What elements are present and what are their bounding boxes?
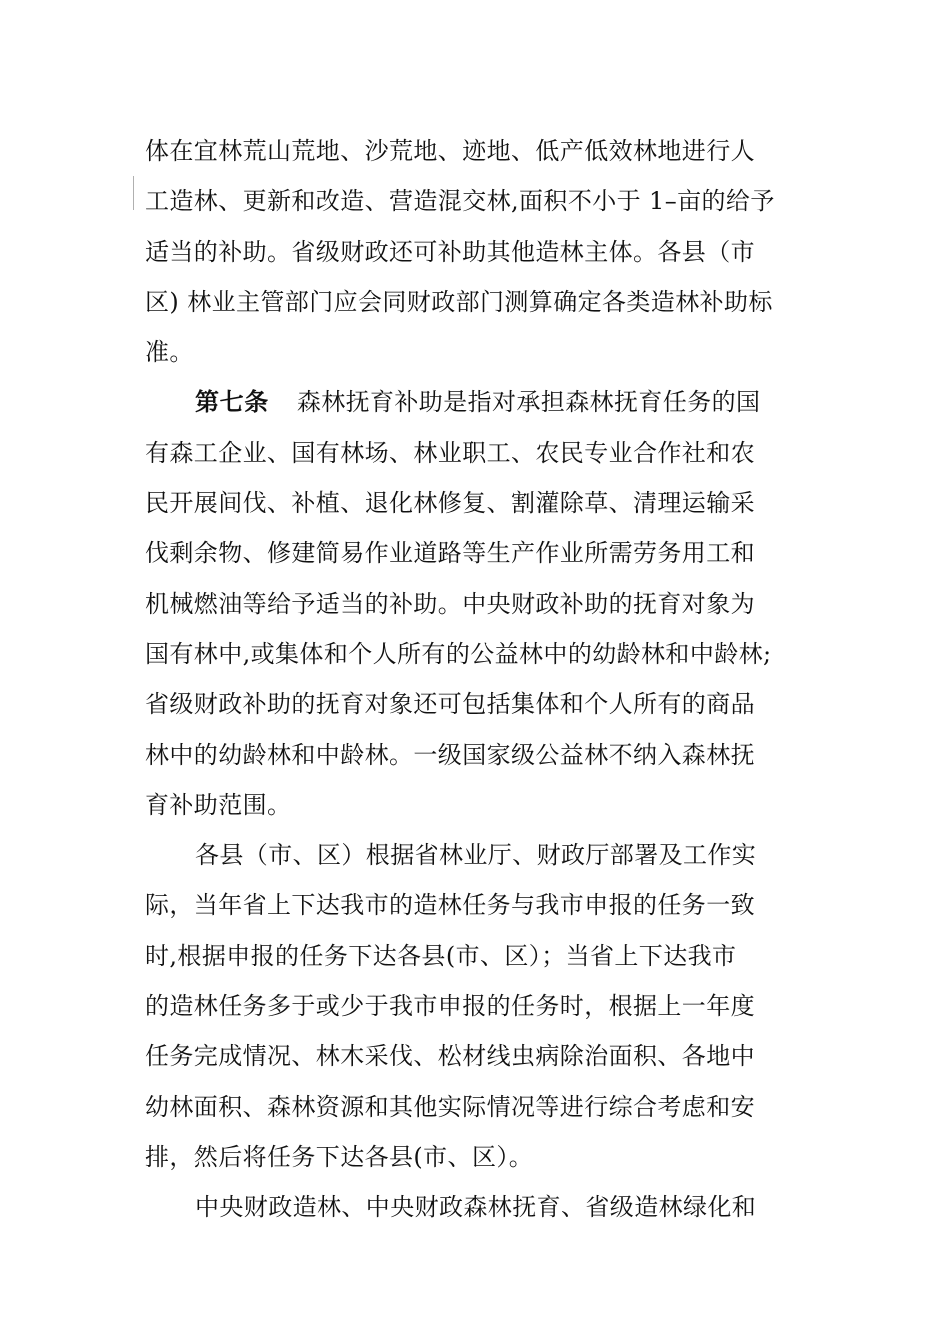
article-seven [145,377,805,830]
text-line: 省级财政补助的抚育对象还可包括集体和个人所有的商品 [145,690,755,719]
text-line: 区) 林业主管部门应会同财政部门测算确定各类造林补助标 [145,287,773,316]
text-line: 有森工企业、国有林场、林业职工、农民专业合作社和农 [145,438,755,467]
text-line: 体在宜林荒山荒地、沙荒地、迹地、低产低效林地进行人 [145,137,755,165]
text-line: 民开展间伐、补植、退化林修复、割灌除草、清理运输采 [145,489,755,518]
article-first-line-text: 森林抚育补助是指对承担森林抚育任务的国 [296,388,761,417]
text-line: 适当的补助。省级财政还可补助其他造林主体。各县（市 [145,237,755,266]
text-line: 机械燃油等给予适当的补助。中央财政补助的抚育对象为 [145,589,755,618]
article-first-line [145,377,805,427]
paragraph-task-allocation [145,830,805,1182]
document-body [145,126,805,1233]
text-line: 幼林面积、森林资源和其他实际情况等进行综合考虑和安 [145,1092,755,1121]
text-cursor-mark [133,176,134,210]
article-heading: 第七条 [195,387,269,417]
text-line: 林中的幼龄林和中龄林。一级国家级公益林不纳入森林抚 [145,740,755,769]
text-line: 的造林任务多于或少于我市申报的任务时，根据上一年度 [145,992,755,1021]
text-line: 际，当年省上下达我市的造林任务与我市申报的任务一致 [145,891,755,920]
paragraph-continuation [145,126,805,377]
paragraph-first-line: 中央财政造林、中央财政森林抚育、省级造林绿化和 [195,1193,757,1222]
text-line: 准。 [145,338,194,367]
text-line: 国有林中,或集体和个人所有的公益林中的幼龄林和中龄林; [145,639,772,668]
text-line: 伐剩余物、修建简易作业道路等生产作业所需劳务用工和 [145,539,755,568]
text-line: 排，然后将任务下达各县(市、区）。 [145,1142,534,1171]
text-line: 任务完成情况、林木采伐、松材线虫病除治面积、各地中 [145,1042,755,1071]
paragraph-first-line: 各县（市、区）根据省林业厅、财政厅部署及工作实 [195,841,757,870]
text-line: 时,根据申报的任务下达各县(市、区）；当省上下达我市 [145,941,737,970]
text-line: 工造林、更新和改造、营造混交林,面积不小于 1–亩的给予 [145,187,775,216]
paragraph-last [145,1182,805,1232]
text-line: 育补助范围。 [145,790,292,819]
